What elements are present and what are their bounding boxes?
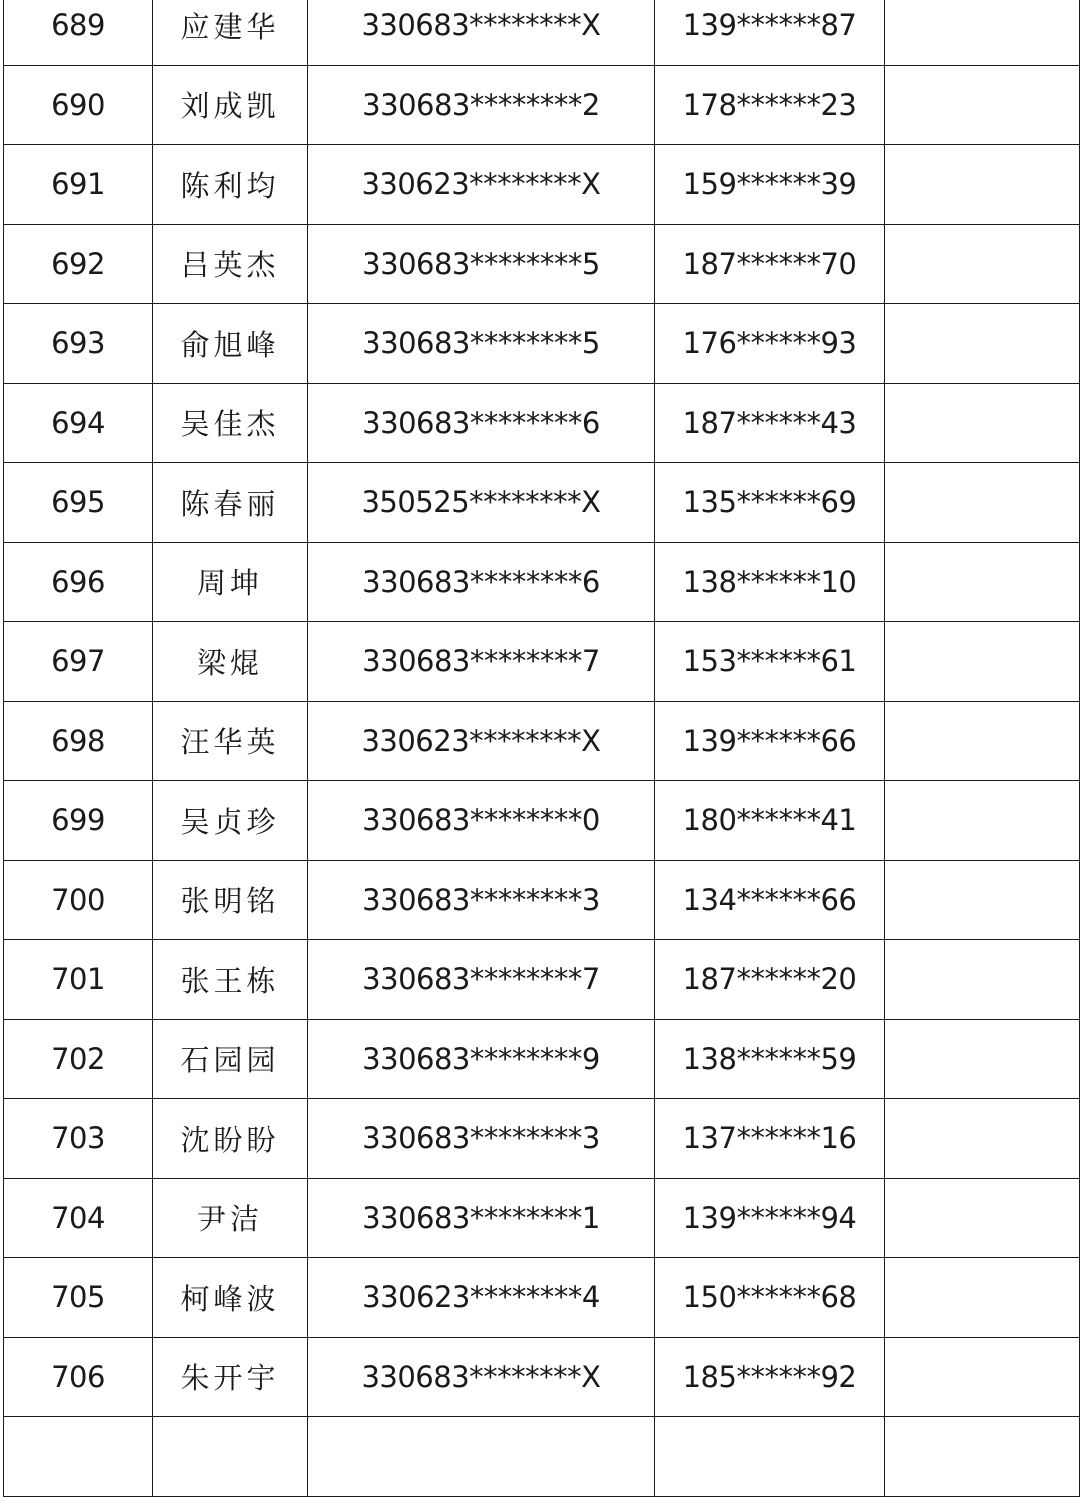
row-number: 703	[4, 1099, 153, 1179]
row-number: 706	[4, 1337, 153, 1417]
phone-number: 159******39	[655, 145, 885, 225]
note-cell	[885, 860, 1080, 940]
table-row	[4, 1019, 1080, 1099]
phone-number: 153******61	[655, 622, 885, 702]
table-row	[4, 701, 1080, 781]
table-row	[4, 860, 1080, 940]
phone-number: 137******16	[655, 1099, 885, 1179]
row-number: 701	[4, 940, 153, 1020]
id-number: 330683********5	[308, 224, 655, 304]
person-name: 周坤	[153, 542, 308, 622]
id-number: 330683********1	[308, 1178, 655, 1258]
person-name: 柯峰波	[153, 1258, 308, 1338]
phone-number: 138******59	[655, 1019, 885, 1099]
phone-number: 187******43	[655, 383, 885, 463]
id-number: 330683********5	[308, 304, 655, 384]
table-row	[4, 304, 1080, 384]
person-name: 张明铭	[153, 860, 308, 940]
table-row	[4, 622, 1080, 702]
table-row	[4, 383, 1080, 463]
note-cell	[885, 383, 1080, 463]
person-name: 沈盼盼	[153, 1099, 308, 1179]
table-row	[4, 0, 1080, 65]
note-cell	[885, 622, 1080, 702]
table-row	[4, 1099, 1080, 1179]
row-number: 691	[4, 145, 153, 225]
table-row	[4, 65, 1080, 145]
phone-number: 176******93	[655, 304, 885, 384]
person-name: 吴贞珍	[153, 781, 308, 861]
id-number: 350525********X	[308, 463, 655, 543]
id-number: 330683********X	[308, 0, 655, 65]
person-name: 石园园	[153, 1019, 308, 1099]
note-cell	[885, 1417, 1080, 1497]
row-number: 705	[4, 1258, 153, 1338]
id-number: 330683********0	[308, 781, 655, 861]
person-name: 吴佳杰	[153, 383, 308, 463]
row-number: 700	[4, 860, 153, 940]
table-row	[4, 1417, 1080, 1497]
roster-body	[4, 0, 1080, 1496]
row-number: 694	[4, 383, 153, 463]
row-number: 696	[4, 542, 153, 622]
phone-number: 135******69	[655, 463, 885, 543]
phone-number: 187******20	[655, 940, 885, 1020]
table-row	[4, 463, 1080, 543]
table-row	[4, 940, 1080, 1020]
note-cell	[885, 0, 1080, 65]
note-cell	[885, 1099, 1080, 1179]
phone-number: 139******94	[655, 1178, 885, 1258]
note-cell	[885, 781, 1080, 861]
note-cell	[885, 701, 1080, 781]
id-number	[308, 1417, 655, 1497]
person-name: 吕英杰	[153, 224, 308, 304]
note-cell	[885, 542, 1080, 622]
roster-table	[3, 0, 1080, 1497]
id-number: 330683********7	[308, 622, 655, 702]
person-name: 张王栋	[153, 940, 308, 1020]
row-number: 692	[4, 224, 153, 304]
person-name: 陈利均	[153, 145, 308, 225]
id-number: 330623********X	[308, 145, 655, 225]
person-name: 俞旭峰	[153, 304, 308, 384]
id-number: 330683********6	[308, 383, 655, 463]
row-number: 699	[4, 781, 153, 861]
row-number: 693	[4, 304, 153, 384]
row-number: 704	[4, 1178, 153, 1258]
note-cell	[885, 463, 1080, 543]
note-cell	[885, 1258, 1080, 1338]
phone-number: 185******92	[655, 1337, 885, 1417]
row-number: 697	[4, 622, 153, 702]
person-name: 汪华英	[153, 701, 308, 781]
phone-number: 150******68	[655, 1258, 885, 1338]
note-cell	[885, 1178, 1080, 1258]
row-number	[4, 1417, 153, 1497]
person-name: 应建华	[153, 0, 308, 65]
note-cell	[885, 1019, 1080, 1099]
table-row	[4, 1178, 1080, 1258]
person-name: 尹洁	[153, 1178, 308, 1258]
table-row	[4, 145, 1080, 225]
id-number: 330683********6	[308, 542, 655, 622]
table-row	[4, 1337, 1080, 1417]
phone-number: 139******66	[655, 701, 885, 781]
phone-number: 134******66	[655, 860, 885, 940]
id-number: 330683********3	[308, 860, 655, 940]
person-name: 刘成凯	[153, 65, 308, 145]
row-number: 689	[4, 0, 153, 65]
id-number: 330623********X	[308, 701, 655, 781]
id-number: 330683********X	[308, 1337, 655, 1417]
id-number: 330683********9	[308, 1019, 655, 1099]
table-row	[4, 224, 1080, 304]
note-cell	[885, 940, 1080, 1020]
phone-number: 180******41	[655, 781, 885, 861]
person-name: 朱开宇	[153, 1337, 308, 1417]
id-number: 330683********7	[308, 940, 655, 1020]
note-cell	[885, 224, 1080, 304]
table-row	[4, 781, 1080, 861]
table-row	[4, 542, 1080, 622]
person-name	[153, 1417, 308, 1497]
row-number: 698	[4, 701, 153, 781]
id-number: 330623********4	[308, 1258, 655, 1338]
row-number: 690	[4, 65, 153, 145]
person-name: 梁焜	[153, 622, 308, 702]
note-cell	[885, 65, 1080, 145]
note-cell	[885, 304, 1080, 384]
row-number: 702	[4, 1019, 153, 1099]
phone-number: 138******10	[655, 542, 885, 622]
id-number: 330683********2	[308, 65, 655, 145]
table-row	[4, 1258, 1080, 1338]
phone-number: 139******87	[655, 0, 885, 65]
note-cell	[885, 1337, 1080, 1417]
person-name: 陈春丽	[153, 463, 308, 543]
phone-number: 178******23	[655, 65, 885, 145]
phone-number: 187******70	[655, 224, 885, 304]
row-number: 695	[4, 463, 153, 543]
note-cell	[885, 145, 1080, 225]
phone-number	[655, 1417, 885, 1497]
id-number: 330683********3	[308, 1099, 655, 1179]
